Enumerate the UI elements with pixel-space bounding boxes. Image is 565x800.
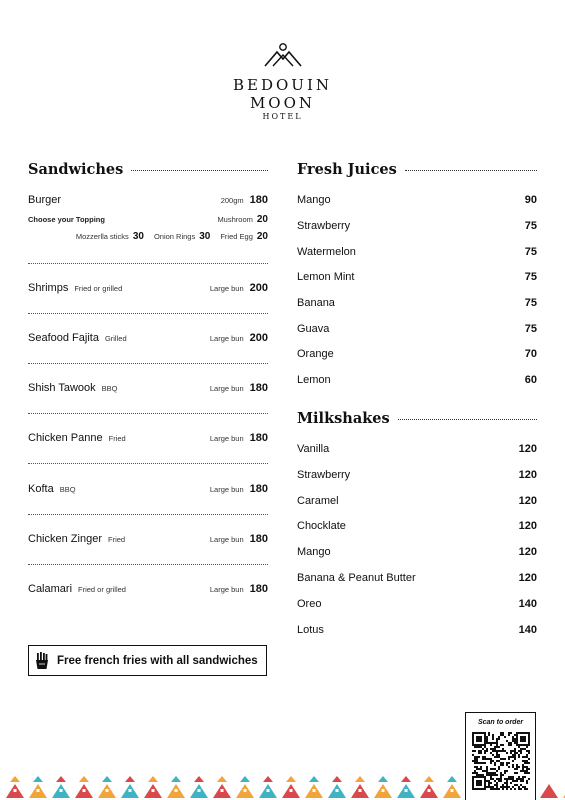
item-note: Fried or grilled <box>74 284 123 293</box>
item-price: 75 <box>524 297 537 309</box>
menu-item <box>28 533 268 545</box>
fries-notice <box>28 645 267 676</box>
item-name: Mango <box>297 194 331 206</box>
item-name: Strawberry <box>297 469 351 481</box>
item-price: 75 <box>524 246 537 258</box>
item-price: 120 <box>518 495 537 507</box>
topping-name: Onion Rings <box>153 232 196 241</box>
menu-item <box>28 483 268 495</box>
item-name: Calamari <box>28 583 73 595</box>
title-divider <box>131 170 268 171</box>
qr-code-icon[interactable] <box>472 732 530 790</box>
item-size: Large bun <box>209 334 244 343</box>
item-price: 75 <box>524 220 537 232</box>
item-note: Fried <box>107 535 126 544</box>
title-divider <box>405 170 537 171</box>
juice-item <box>297 246 537 258</box>
item-size: Large bun <box>209 384 244 393</box>
item-price: 180 <box>249 483 268 495</box>
milkshakes-title: Milkshakes <box>297 410 390 427</box>
sandwiches-title: Sandwiches <box>28 161 124 178</box>
item-name: Oreo <box>297 598 322 610</box>
juices-heading <box>297 161 537 178</box>
item-note: Fried or grilled <box>78 585 126 594</box>
item-name: Banana & Peanut Butter <box>297 572 416 584</box>
item-size: Large bun <box>209 535 244 544</box>
topping-price: 30 <box>199 231 211 242</box>
item-price: 60 <box>524 374 537 386</box>
item-name: Kofta <box>28 483 54 495</box>
item-price: 120 <box>518 443 537 455</box>
title-divider <box>398 419 537 420</box>
fries-text: Free french fries with all sandwiches <box>57 654 258 667</box>
topping-name: Mushroom <box>217 215 253 224</box>
item-size: Large bun <box>209 485 244 494</box>
item-price: 200 <box>249 282 268 294</box>
topping-name: Fried Egg <box>220 232 253 241</box>
fries-icon <box>35 652 49 670</box>
topping-name: Mozzerlla sticks <box>75 232 129 241</box>
milkshake-item <box>297 443 537 455</box>
item-note: Grilled <box>104 334 127 343</box>
milkshake-item <box>297 520 537 532</box>
item-price: 120 <box>518 520 537 532</box>
item-price: 180 <box>249 432 268 444</box>
item-price: 180 <box>249 382 268 394</box>
item-name: Caramel <box>297 495 339 507</box>
topping-price: 20 <box>256 214 268 225</box>
item-divider <box>28 263 268 264</box>
item-divider <box>28 514 268 515</box>
item-name: Shrimps <box>28 282 69 294</box>
menu-item <box>28 332 268 344</box>
item-name: Orange <box>297 348 334 360</box>
juice-item <box>297 374 537 386</box>
item-name: Burger <box>28 194 62 206</box>
juice-item <box>297 297 537 309</box>
item-price: 200 <box>249 332 268 344</box>
brand-name-line2: MOON <box>249 94 316 112</box>
item-name: Mango <box>297 546 331 558</box>
qr-panel[interactable] <box>465 712 536 800</box>
menu-item <box>28 583 268 595</box>
item-note: BBQ <box>101 384 118 393</box>
item-name: Lemon Mint <box>297 271 355 283</box>
item-divider <box>28 313 268 314</box>
item-price: 75 <box>524 271 537 283</box>
item-divider <box>28 413 268 414</box>
item-name: Chicken Zinger <box>28 533 102 545</box>
juice-item <box>297 194 537 206</box>
milkshakes-heading <box>297 410 537 427</box>
milkshake-item <box>297 598 537 610</box>
item-name: Lotus <box>297 624 324 636</box>
brand-name-line3: HOTEL <box>262 112 303 121</box>
milkshake-item <box>297 624 537 636</box>
item-name: Chicken Panne <box>28 432 103 444</box>
item-price: 180 <box>249 583 268 595</box>
brand-name-line1: BEDOUIN <box>233 76 332 94</box>
item-name: Banana <box>297 297 335 309</box>
item-size: Large bun <box>209 585 244 594</box>
qr-label: Scan to order <box>477 719 524 726</box>
menu-item <box>28 382 268 394</box>
item-note: BBQ <box>59 485 76 494</box>
item-divider <box>28 463 268 464</box>
item-name: Strawberry <box>297 220 351 232</box>
item-price: 70 <box>524 348 537 360</box>
milkshake-item <box>297 546 537 558</box>
item-name: Shish Tawook <box>28 382 96 394</box>
item-name: Lemon <box>297 374 331 386</box>
item-price: 90 <box>524 194 537 206</box>
item-price: 140 <box>518 598 537 610</box>
topping-price: 20 <box>256 231 268 242</box>
juice-item <box>297 271 537 283</box>
item-size: Large bun <box>209 434 244 443</box>
item-price: 75 <box>524 323 537 335</box>
item-name: Watermelon <box>297 246 356 258</box>
item-name: Guava <box>297 323 330 335</box>
item-note: Fried <box>108 434 126 443</box>
milkshake-item <box>297 572 537 584</box>
item-size: Large bun <box>209 284 244 293</box>
juice-item <box>297 348 537 360</box>
item-price: 120 <box>518 572 537 584</box>
hotel-logo <box>0 42 565 122</box>
menu-item <box>28 432 268 444</box>
item-size: 200gm <box>220 196 244 205</box>
item-price: 120 <box>518 546 537 558</box>
juice-item <box>297 323 537 335</box>
item-name: Seafood Fajita <box>28 332 99 344</box>
topping-price: 30 <box>132 231 144 242</box>
item-divider <box>28 564 268 565</box>
item-name: Chocklate <box>297 520 346 532</box>
milkshake-item <box>297 495 537 507</box>
mountain-moon-icon <box>263 42 303 68</box>
menu-item <box>28 282 268 294</box>
topping-label: Choose your Topping <box>28 215 105 224</box>
item-price: 180 <box>249 194 268 206</box>
milkshake-item <box>297 469 537 481</box>
menu-item-burger <box>28 194 268 242</box>
item-price: 180 <box>249 533 268 545</box>
juices-title: Fresh Juices <box>297 161 397 178</box>
juice-item <box>297 220 537 232</box>
item-price: 120 <box>518 469 537 481</box>
item-name: Vanilla <box>297 443 330 455</box>
sandwiches-heading <box>28 161 268 178</box>
item-divider <box>28 363 268 364</box>
item-price: 140 <box>518 624 537 636</box>
